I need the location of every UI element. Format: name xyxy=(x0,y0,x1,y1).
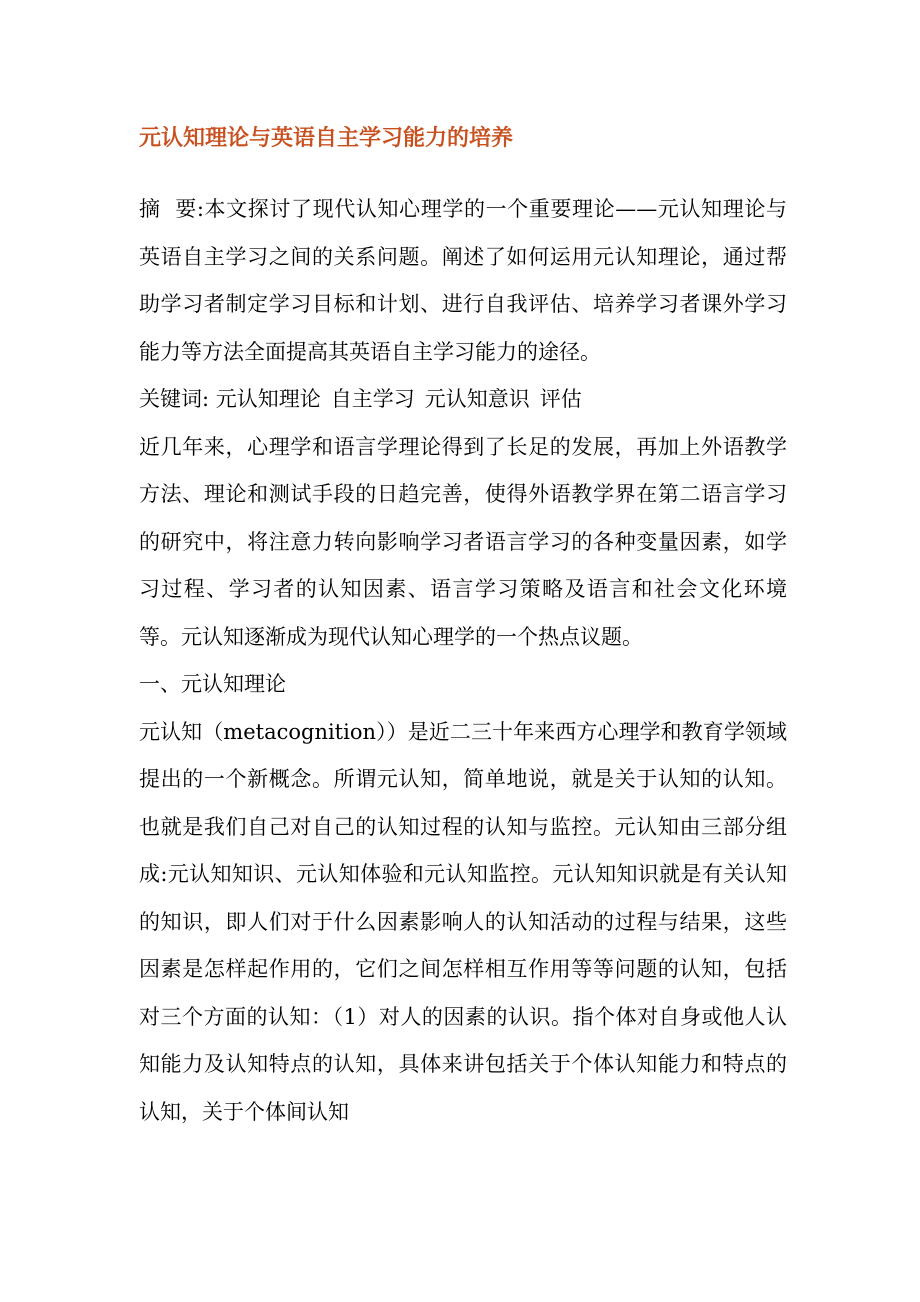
document-title: 元认知理论与英语自主学习能力的培养 xyxy=(139,125,514,151)
keyword-item: 自主学习 xyxy=(330,387,415,411)
document-page xyxy=(139,118,787,1136)
keyword-item: 元认知理论 xyxy=(215,387,321,411)
keywords-label: 关键词: xyxy=(139,387,216,411)
section-heading: 一、元认知理论 xyxy=(139,672,286,696)
keyword-item: 评估 xyxy=(539,387,582,411)
keywords-line xyxy=(139,376,787,424)
keyword-item: 元认知意识 xyxy=(424,387,530,411)
abstract-paragraph xyxy=(139,186,787,376)
document-body xyxy=(139,186,787,1136)
abstract-text: 本文探讨了现代认知心理学的一个重要理论——元认知理论与英语自主学习之间的关系问题。阐述了如何运用元认知理论，通过帮助学习者制定学习目标和计划、进行自我评估、培养学习者课外学习能力等方法全面提高其英语自主学习能力的途径。 xyxy=(139,197,787,364)
section-paragraph: 元认知（metacognition））是近二三十年来西方心理学和教育学领域提出的一个新概念。所谓元认知，简单地说，就是关于认知的认知。也就是我们自己对自己的认知过程的认知与监控。元认知由三部分组成:元认知知识、元认知体验和元认知监控。元认知知识就是有关认知的知识，即人们对于什么因素影响人的认知活动的过程与结果，这些因素是怎样起作用的，它们之间怎样相互作用等等问题的认知，包括对三个方面的认知：（1）对人的因素的认识。指个体对自身或他人认知能力及认知特点的认知，具体来讲包括关于个体认知能力和特点的认知，关于个体间认知 xyxy=(139,719,787,1124)
abstract-label: 摘 要: xyxy=(139,197,204,221)
intro-paragraph: 近几年来，心理学和语言学理论得到了长足的发展，再加上外语教学方法、理论和测试手段的日趋完善，使得外语教学界在第二语言学习的研究中，将注意力转向影响学习者语言学习的各种变量因素，如学习过程、学习者的认知因素、语言学习策略及语言和社会文化环境等。元认知逐渐成为现代认知心理学的一个热点议题。 xyxy=(139,434,787,649)
